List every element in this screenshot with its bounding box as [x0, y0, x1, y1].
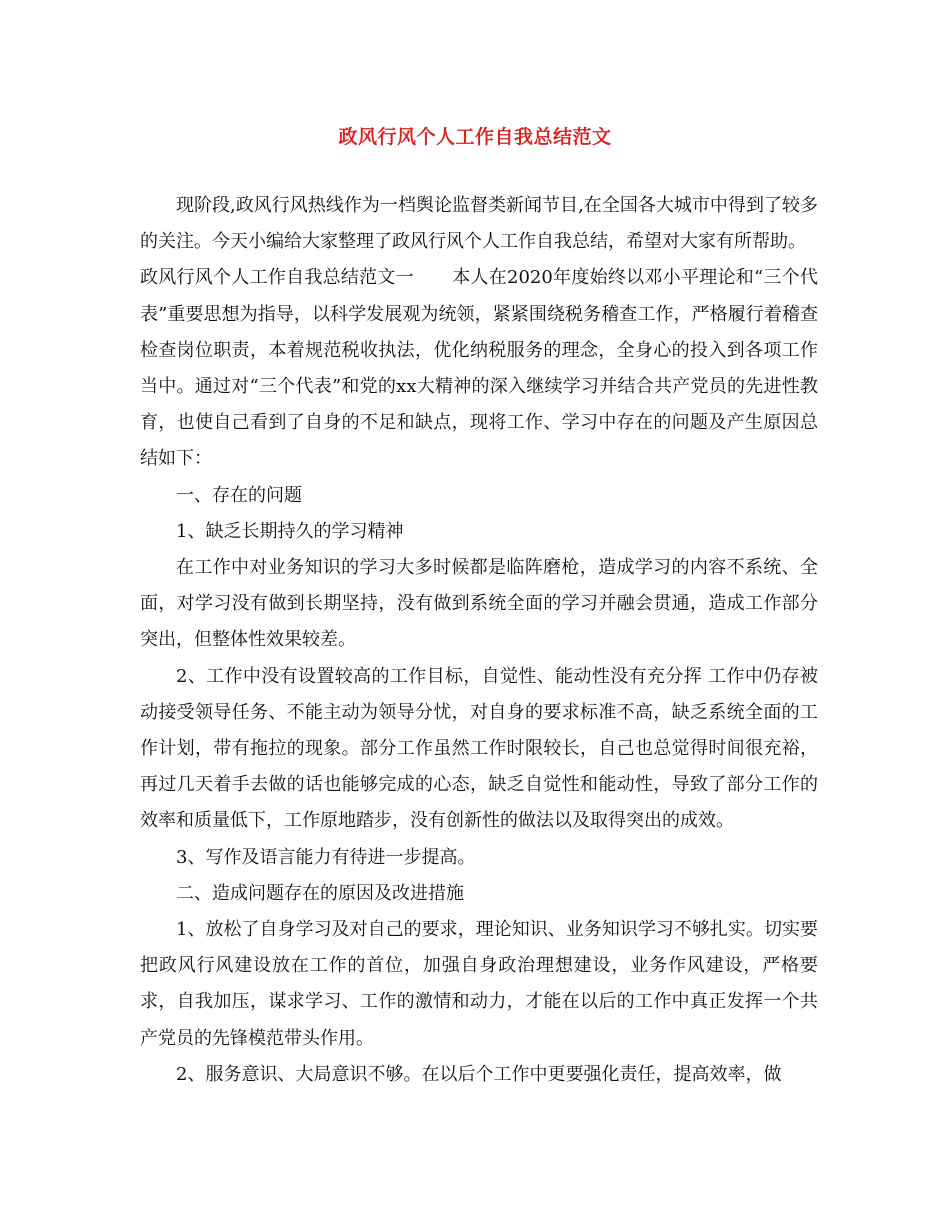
paragraph-intro: 现阶段,政风行风热线作为一档舆论监督类新闻节目,在全国各大城市中得到了较多的关注。今天小编给大家整理了政风行风个人工作自我总结，希望对大家有所帮助。: [140, 195, 818, 253]
problem-item-3: 3、写作及语言能力有待进一步提高。: [176, 846, 476, 868]
cause-item-1: 1、放松了自身学习及对自己的要求，理论知识、业务知识学习不够扎实。切实要把政风行风建设放在工作的首位，加强自身政治理想建设，业务作风建设，严格要求，自我加压，谋求学习、工作的激情和动力，才能在以后的工作中真正发挥一个共产党员的先锋模范带头作用。: [140, 919, 818, 1049]
heading-problems: 一、存在的问题: [176, 484, 302, 506]
document-title: 政风行风个人工作自我总结范文: [338, 126, 612, 148]
section-lead: 政风行风个人工作自我总结范文一: [140, 267, 414, 289]
section-one-text: 本人在2020年度始终以邓小平理论和“三个代表”重要思想为指导，以科学发展观为统领，紧紧围绕税务稽查工作，严格履行着稽查检查岗位职责，本着规范税收执法，优化纳税服务的理念，全身心的投入到各项工作当中。通过对“三个代表”和党的xx大精神的深入继续学习并结合共产党员的先进性教育，也使自己看到了自身的不足和缺点，现将工作、学习中存在的问题及产生原因总结如下：: [140, 267, 818, 470]
cause-item-2: 2、服务意识、大局意识不够。在以后个工作中更要强化责任，提高效率，做: [176, 1063, 782, 1085]
heading-causes: 二、造成问题存在的原因及改进措施: [176, 882, 464, 904]
problem-item-1: 1、缺乏长期持久的学习精神: [176, 520, 404, 542]
problem-item-1-body: 在工作中对业务知识的学习大多时候都是临阵磨枪，造成学习的内容不系统、全面，对学习没有做到长期坚持，没有做到系统全面的学习并融会贯通，造成工作部分突出，但整体性效果较差。: [140, 557, 818, 651]
paragraph-section-one: [140, 260, 818, 477]
document-body: [140, 188, 818, 1093]
problem-item-2: 2、工作中没有设置较高的工作目标，自觉性、能动性没有充分挥 工作中仍存被动接受领导任务、不能主动为领导分忧，对自身的要求标准不高，缺乏系统全面的工作计划，带有拖拉的现象。部分工作虽然工作时限较长，自己也总觉得时间很充裕，再过几天着手去做的话也能够完成的心态，缺乏自觉性和能动性，导致了部分工作的效率和质量低下，工作原地踏步，没有创新性的做法以及取得突出的成效。: [140, 665, 818, 832]
